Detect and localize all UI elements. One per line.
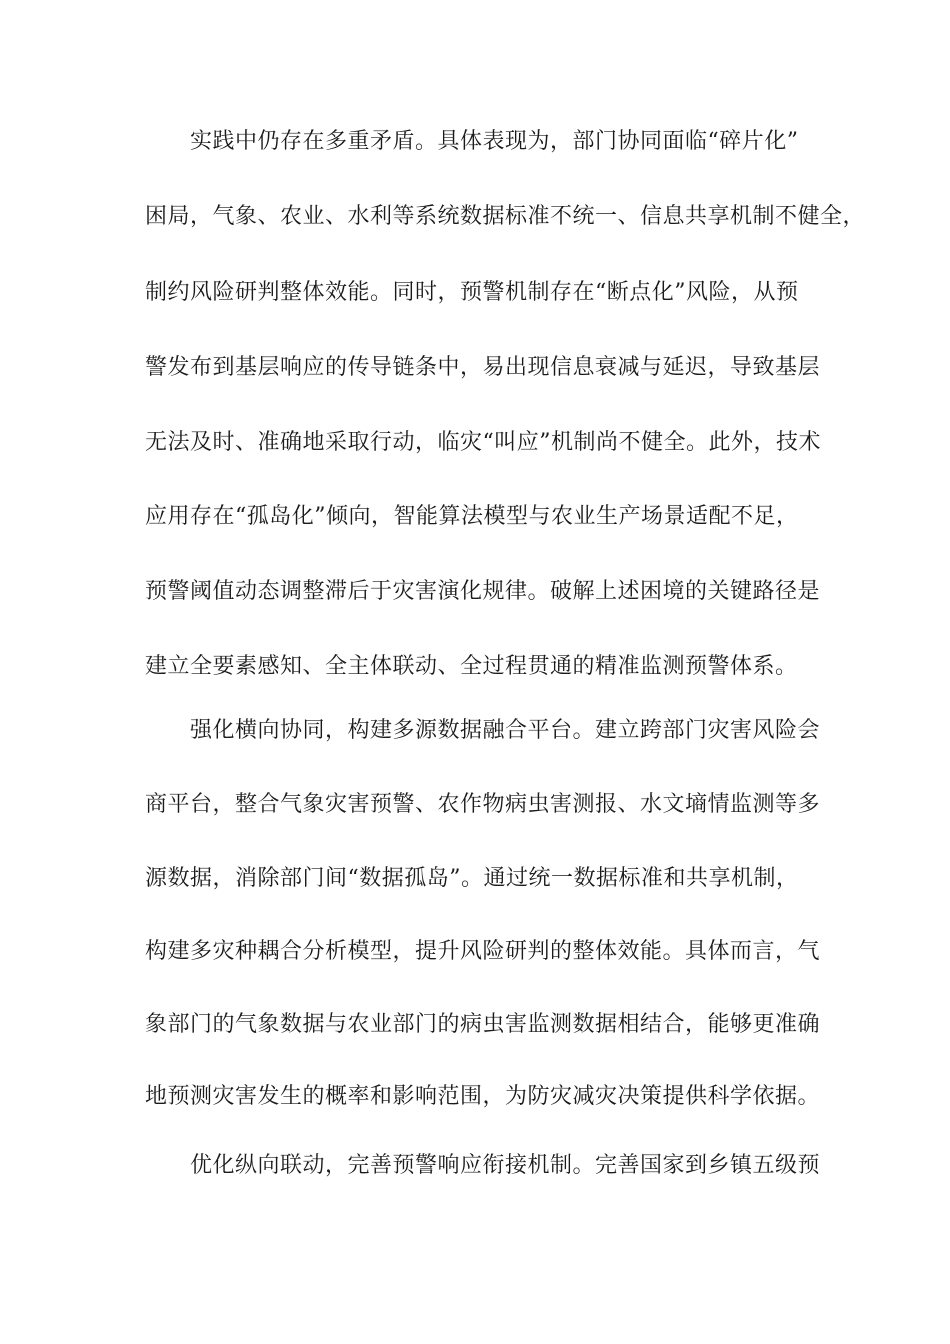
text-line-6: 应用存在“孤岛化”倾向，智能算法模型与农业生产场景适配不足，	[145, 504, 799, 529]
text-line-9: 强化横向协同，构建多源数据融合平台。建立跨部门灾害风险会	[190, 718, 821, 743]
text-line-8: 建立全要素感知、全主体联动、全过程贯通的精准监测预警体系。	[145, 654, 798, 679]
text-line-7: 预警阈值动态调整滞后于灾害演化规律。破解上述困境的关键路径是	[145, 579, 821, 604]
text-line-12: 构建多灾种耦合分析模型，提升风险研判的整体效能。具体而言，气	[145, 939, 821, 964]
text-line-5: 无法及时、准确地采取行动，临灾“叫应”机制尚不健全。此外，技术	[145, 430, 821, 455]
text-line-10: 商平台，整合气象灾害预警、农作物病虫害测报、水文墒情监测等多	[145, 792, 821, 817]
text-line-11: 源数据，消除部门间“数据孤岛”。通过统一数据标准和共享机制，	[145, 866, 799, 891]
text-line-3: 制约风险研判整体效能。同时，预警机制存在“断点化”风险，从预	[145, 280, 799, 305]
text-line-2: 困局，气象、农业、水利等系统数据标准不统一、信息共享机制不健全，	[145, 204, 866, 229]
text-line-1: 实践中仍存在多重矛盾。具体表现为，部门协同面临“碎片化”	[190, 129, 799, 154]
text-line-13: 象部门的气象数据与农业部门的病虫害监测数据相结合，能够更准确	[145, 1012, 821, 1037]
text-line-4: 警发布到基层响应的传导链条中，易出现信息衰减与延迟，导致基层	[145, 355, 821, 380]
text-line-14: 地预测灾害发生的概率和影响范围，为防灾减灾决策提供科学依据。	[145, 1084, 821, 1109]
text-line-15: 优化纵向联动，完善预警响应衔接机制。完善国家到乡镇五级预	[190, 1153, 821, 1178]
